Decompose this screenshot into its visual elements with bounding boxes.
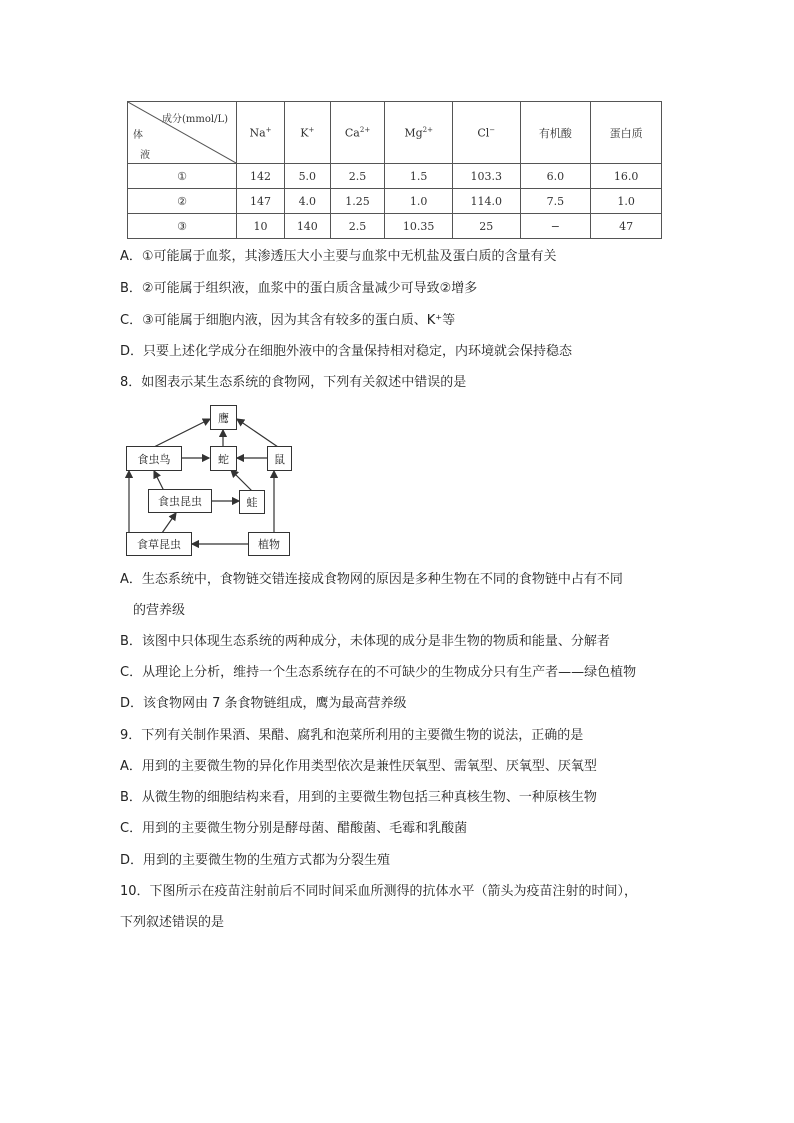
col-header-k: K+: [284, 102, 330, 164]
corner-top-label: 成分(mmol/L): [162, 114, 228, 125]
col-header-organic-acid: 有机酸: [520, 102, 591, 164]
q8-option-a-line2: 的营养级: [133, 603, 186, 618]
table-header-row: [128, 102, 662, 164]
node-frog: 蛙: [239, 490, 265, 514]
corner-left-label-2: 液: [140, 150, 150, 161]
q7-option-b: B．②可能属于组织液，血浆中的蛋白质含量减少可导致②增多: [120, 281, 478, 296]
col-header-mg: $Mg^{2+}$: [385, 102, 453, 164]
table-cell: 1.0: [385, 189, 453, 214]
corner-left-label-1: 体: [133, 130, 143, 141]
table-cell: 103.3: [452, 164, 520, 189]
table-cell: 114.0: [452, 189, 520, 214]
table-row: [128, 189, 662, 214]
table-cell: 10: [237, 214, 285, 239]
col-header-na: Na+: [237, 102, 285, 164]
row-label: ②: [128, 189, 237, 214]
q8-option-c: C．从理论上分析，维持一个生态系统存在的不可缺少的生物成分只有生产者——绿色植物: [120, 665, 637, 680]
table-cell: 10.35: [385, 214, 453, 239]
q9-option-a: A．用到的主要微生物的异化作用类型依次是兼性厌氧型、需氧型、厌氧型、厌氧型: [120, 759, 597, 774]
table-cell: 7.5: [520, 189, 591, 214]
food-web-diagram: [124, 403, 294, 558]
table-cell: 6.0: [520, 164, 591, 189]
table-cell: 25: [452, 214, 520, 239]
col-header-protein: 蛋白质: [591, 102, 662, 164]
node-insectivorous-insect: 食虫昆虫: [148, 489, 212, 513]
q10-stem-line2: 下列叙述错误的是: [120, 915, 225, 930]
q10-stem-line1: 10．下图所示在疫苗注射前后不同时间采血所测得的抗体水平（箭头为疫苗注射的时间），: [120, 884, 638, 899]
q9-option-c: C．用到的主要微生物分别是酵母菌、醋酸菌、毛霉和乳酸菌: [120, 821, 468, 836]
col-header-ca: $Ca^{2+}$: [330, 102, 385, 164]
q8-stem: 8．如图表示某生态系统的食物网，下列有关叙述中错误的是: [120, 375, 467, 390]
q7-option-d: D．只要上述化学成分在细胞外液中的含量保持相对稳定，内环境就会保持稳态: [120, 344, 573, 359]
col-header-cl: Cl−: [452, 102, 520, 164]
q7-option-c: C．③可能属于细胞内液，因为其含有较多的蛋白质、K⁺等: [120, 313, 456, 328]
table-cell: 2.5: [330, 214, 385, 239]
node-snake: 蛇: [210, 446, 237, 471]
node-insectivorous-bird: 食虫鸟: [126, 446, 182, 471]
node-plant: 植物: [248, 532, 290, 556]
q9-option-d: D．用到的主要微生物的生殖方式都为分裂生殖: [120, 853, 391, 868]
q8-option-a-line1: A．生态系统中，食物链交错连接成食物网的原因是多种生物在不同的食物链中占有不同: [120, 572, 623, 587]
table-cell: 16.0: [591, 164, 662, 189]
table-corner-cell: [128, 102, 237, 164]
table-cell: 5.0: [284, 164, 330, 189]
body-fluid-table: [127, 101, 662, 239]
node-herbivorous-insect: 食草昆虫: [126, 532, 192, 556]
node-mouse: 鼠: [267, 446, 292, 471]
q9-stem: 9．下列有关制作果酒、果醋、腐乳和泡菜所利用的主要微生物的说法，正确的是: [120, 728, 584, 743]
q8-option-d: D．该食物网由 7 条食物链组成，鹰为最高营养级: [120, 696, 407, 711]
q9-option-b: B．从微生物的细胞结构来看，用到的主要微生物包括三种真核生物、一种原核生物: [120, 790, 597, 805]
table-cell: 142: [237, 164, 285, 189]
table-cell: 1.5: [385, 164, 453, 189]
table-cell: 2.5: [330, 164, 385, 189]
q8-option-b: B．该图中只体现生态系统的两种成分，未体现的成分是非生物的物质和能量、分解者: [120, 634, 610, 649]
table-row: [128, 214, 662, 239]
table-cell: −: [520, 214, 591, 239]
table-cell: 47: [591, 214, 662, 239]
table-cell: 1.0: [591, 189, 662, 214]
table-cell: 4.0: [284, 189, 330, 214]
row-label: ①: [128, 164, 237, 189]
table-cell: 1.25: [330, 189, 385, 214]
table-row: [128, 164, 662, 189]
node-eagle: 鹰: [210, 405, 237, 430]
row-label: ③: [128, 214, 237, 239]
table-cell: 147: [237, 189, 285, 214]
q7-option-a: A．①可能属于血浆，其渗透压大小主要与血浆中无机盐及蛋白质的含量有关: [120, 249, 557, 264]
table-cell: 140: [284, 214, 330, 239]
